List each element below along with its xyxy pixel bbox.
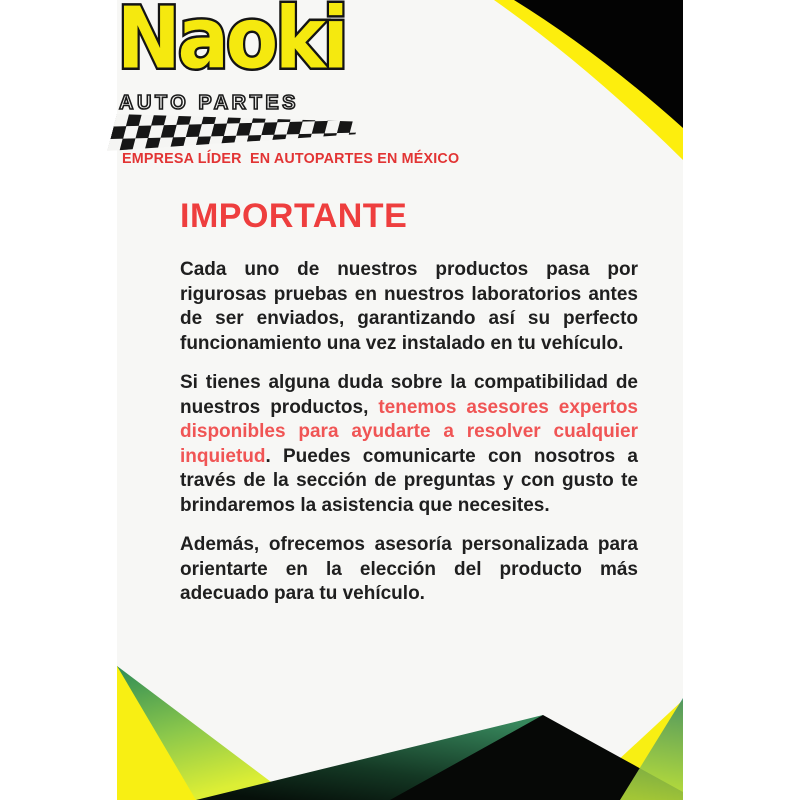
paragraph-quality: Cada uno de nuestros productos pasa por rigurosas pruebas en nuestros laboratorios antes de ser enviados, garantizando así su perfecto funcionamiento una vez instalado en tu vehículo. xyxy=(180,259,638,354)
paragraph-compatibility xyxy=(180,371,638,518)
design-area xyxy=(117,0,683,800)
paragraph-compatibility-highlight: tenemos asesores expertos disponibles para ayudarte a resolver cualquier inquietud xyxy=(180,396,638,467)
paragraph-compatibility-end: . Puedes comunicarte con nosotros a través de la sección de preguntas y con gusto te brindaremos la asistencia que necesites. xyxy=(180,445,638,516)
brand-tagline: EMPRESA LÍDER EN AUTOPARTES EN MÉXICO xyxy=(122,151,460,167)
paragraph-advice: Además, ofrecemos asesoría personalizada para orientarte en la elección del producto más adecuado para tu vehículo. xyxy=(180,534,638,604)
content-block xyxy=(180,196,638,622)
page-title: IMPORTANTE xyxy=(180,197,408,235)
brand-logo: Naoki xyxy=(117,0,346,88)
brand-subtitle: AUTO PARTES xyxy=(119,92,299,114)
paragraph-compatibility-start: Si tienes alguna duda sobre la compatibilidad de nuestros productos, xyxy=(180,372,638,418)
